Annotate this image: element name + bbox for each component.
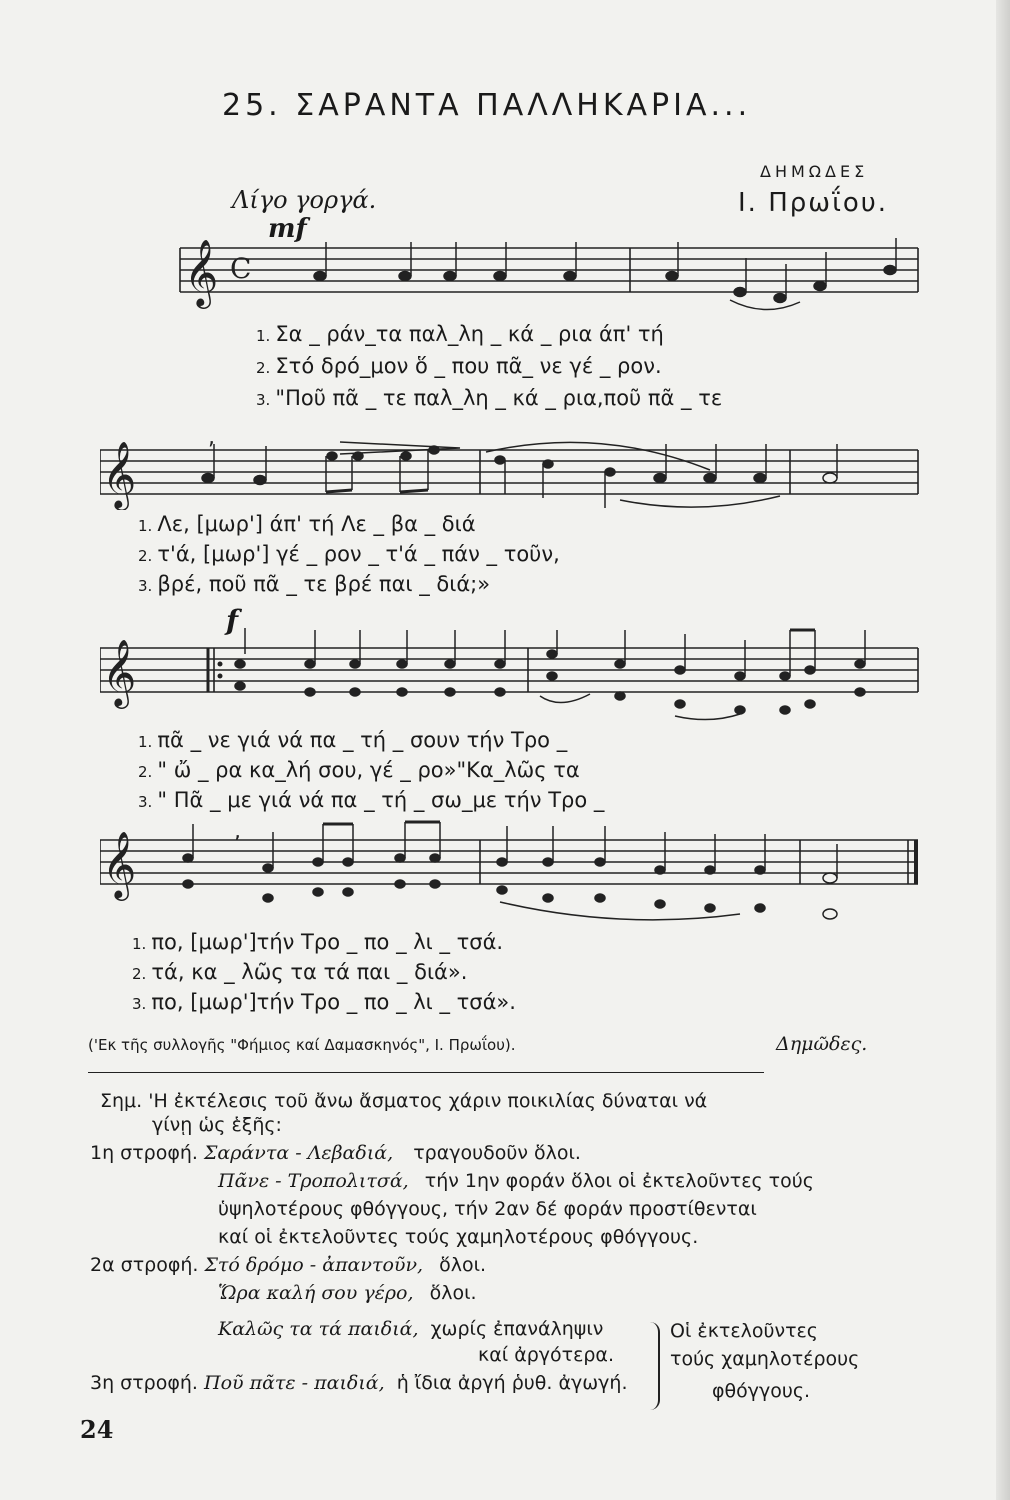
- composer-name: Ι. Πρωΐου.: [738, 188, 889, 218]
- music-staff-2: [100, 430, 920, 510]
- verse-number: 1.: [138, 517, 153, 535]
- strophe-1-line-3: ὑψηλοτέρους φθόγγους, τήν 2αν δέ φοράν προστίθενται: [218, 1198, 757, 1220]
- lyric-text: πο, [μωρ']τήν Τρο _ πο _ λι _ τσά».: [151, 990, 516, 1014]
- strophe-instruction: ὅλοι.: [439, 1254, 487, 1276]
- verse-number: 1.: [132, 935, 147, 953]
- strophe-instruction: χωρίς ἐπανάληψιν: [430, 1318, 604, 1340]
- lyric-text: "Ποῦ πᾶ _ τε παλ_λη _ κά _ ρια,ποῦ πᾶ _ τε: [275, 386, 723, 410]
- page-number: 24: [80, 1415, 114, 1444]
- strophe-instruction: ἡ ἴδια ἀργή ῥυθ. ἀγωγή.: [396, 1372, 628, 1394]
- lyric-line: [138, 788, 604, 812]
- strophe-instruction: τραγουδοῦν ὅλοι.: [413, 1142, 581, 1164]
- strophe-2-line-2: [218, 1282, 477, 1304]
- verse-number: 2.: [132, 965, 147, 983]
- brace-note-line-1: Οἱ ἐκτελοῦντες: [670, 1320, 818, 1342]
- dynamic-forte: f: [226, 604, 239, 637]
- strophe-2-line-1: [90, 1254, 486, 1276]
- strophe-label: 3η στροφή.: [90, 1372, 198, 1394]
- lyric-text: " Πᾶ _ με γιά νά πα _ τή _ σω_με τήν Τρο _: [157, 788, 605, 812]
- strophe-3-line-1: [90, 1372, 628, 1394]
- music-staff-3: [100, 624, 920, 724]
- brace-note-line-2: τούς χαμηλοτέρους: [670, 1348, 860, 1370]
- lyric-line: [132, 930, 516, 954]
- verse-number: 1.: [256, 327, 271, 345]
- divider-rule: [88, 1072, 764, 1073]
- lyric-verse-block-2: [138, 512, 560, 596]
- tempo-marking: Λίγο γοργά.: [232, 186, 377, 214]
- strophe-2-line-3: [218, 1318, 603, 1340]
- lyric-text: πο, [μωρ']τήν Τρο _ πο _ λι _ τσά.: [151, 930, 504, 954]
- lyric-line: [132, 960, 516, 984]
- svg-text:𝄞: 𝄞: [102, 638, 137, 706]
- strophe-instruction: ὅλοι.: [429, 1282, 477, 1304]
- strophe-text: Σαράντα - Λεβαδιά,: [204, 1142, 394, 1164]
- verse-number: 2.: [256, 359, 271, 377]
- source-citation: ('Εκ τῆς συλλογῆς "Φήμιος καί Δαμασκηνός", Ι. Πρωΐου).: [88, 1036, 516, 1054]
- lyric-text: τ'ά, [μωρ'] γέ _ ρον _ τ'ά _ πάν _ τοῦν,: [157, 542, 560, 566]
- grouping-brace: [648, 1322, 660, 1410]
- lyric-line: [256, 386, 722, 410]
- svg-text:𝄞: 𝄞: [102, 830, 137, 898]
- lyric-verse-block-1: [256, 322, 722, 410]
- strophe-text: Ποῦ πᾶτε - παιδιά,: [204, 1372, 385, 1394]
- lyric-text: " ὤ _ ρα κα_λή σου, γέ _ ρο»"Κα_λῶς τα: [157, 758, 580, 782]
- strophe-label: 1η στροφή.: [90, 1142, 198, 1164]
- strophe-text: Στό δρόμο - ἀπαντοῦν,: [204, 1254, 424, 1276]
- strophe-instruction: τήν 1ην φοράν ὅλοι οἱ ἐκτελοῦντες τούς: [424, 1170, 814, 1192]
- lyric-line: [138, 728, 604, 752]
- verse-number: 1.: [138, 733, 153, 751]
- svg-text:,: ,: [208, 430, 215, 450]
- strophe-label: 2α στροφή.: [90, 1254, 199, 1276]
- verse-number: 3.: [132, 995, 147, 1013]
- svg-text:C: C: [230, 252, 252, 285]
- music-staff-1: [100, 238, 920, 318]
- svg-text:,: ,: [234, 819, 241, 844]
- strophe-1-line-1: [90, 1142, 581, 1164]
- strophe-text: Καλῶς τα τά παιδιά,: [218, 1318, 419, 1340]
- song-title: 25. ΣΑΡΑΝΤΑ ΠΑΛΛΗΚΑΡΙΑ...: [222, 88, 752, 123]
- lyric-text: Στό δρό_μον ὅ _ που πᾶ_ νε γέ _ ρον.: [275, 354, 662, 378]
- lyric-line: [132, 990, 516, 1014]
- page-edge-shadow: [996, 0, 1010, 1500]
- note-intro-cont: γίνῃ ὡς ἑξῆς:: [152, 1114, 282, 1136]
- brace-note-line-3: φθόγγους.: [712, 1380, 811, 1402]
- lyric-text: Σα _ ράν_τα παλ_λη _ κά _ ρια άπ' τή: [275, 322, 664, 346]
- dynamic-mezzo-forte: mf: [268, 214, 307, 244]
- lyric-text: πᾶ _ νε γιά νά πα _ τή _ σουν τήν Τρο _: [157, 728, 568, 752]
- source-genre: Δημῶδες.: [776, 1033, 868, 1055]
- lyric-line: [256, 322, 722, 346]
- lyric-line: [138, 512, 560, 536]
- note-intro: Σημ. 'Η ἐκτέλεσις τοῦ ἄνω ἄσματος χάριν ποικιλίας δύναται νά: [100, 1090, 708, 1112]
- verse-number: 3.: [138, 793, 153, 811]
- music-staff-4: [100, 818, 920, 928]
- lyric-line: [256, 354, 722, 378]
- lyric-text: τά, κα _ λῶς τα τά παι _ διά».: [151, 960, 468, 984]
- verse-number: 3.: [256, 391, 271, 409]
- strophe-1-line-2: [218, 1170, 814, 1192]
- lyric-text: βρέ, ποῦ πᾶ _ τε βρέ παι _ διά;»: [157, 572, 491, 596]
- verse-number: 3.: [138, 577, 153, 595]
- strophe-text: Ὥρα καλή σου γέρο,: [218, 1282, 414, 1304]
- lyric-line: [138, 572, 560, 596]
- lyric-text: Λε, [μωρ'] άπ' τή Λε _ βα _ διά: [157, 512, 476, 536]
- verse-number: 2.: [138, 763, 153, 781]
- svg-text:𝄞: 𝄞: [184, 238, 219, 306]
- lyric-verse-block-4: [132, 930, 516, 1014]
- strophe-2-line-4: καί ἀργότερα.: [478, 1344, 614, 1366]
- lyric-verse-block-3: [138, 728, 604, 812]
- verse-number: 2.: [138, 547, 153, 565]
- lyric-line: [138, 758, 604, 782]
- lyric-line: [138, 542, 560, 566]
- strophe-text: Πᾶνε - Τροπολιτσά,: [218, 1170, 409, 1192]
- svg-text:𝄞: 𝄞: [102, 440, 137, 508]
- composer-label: ΔΗΜΩΔΕΣ: [760, 162, 869, 181]
- strophe-1-line-4: καί οἱ ἐκτελοῦντες τούς χαμηλοτέρους φθόγγους.: [218, 1226, 699, 1248]
